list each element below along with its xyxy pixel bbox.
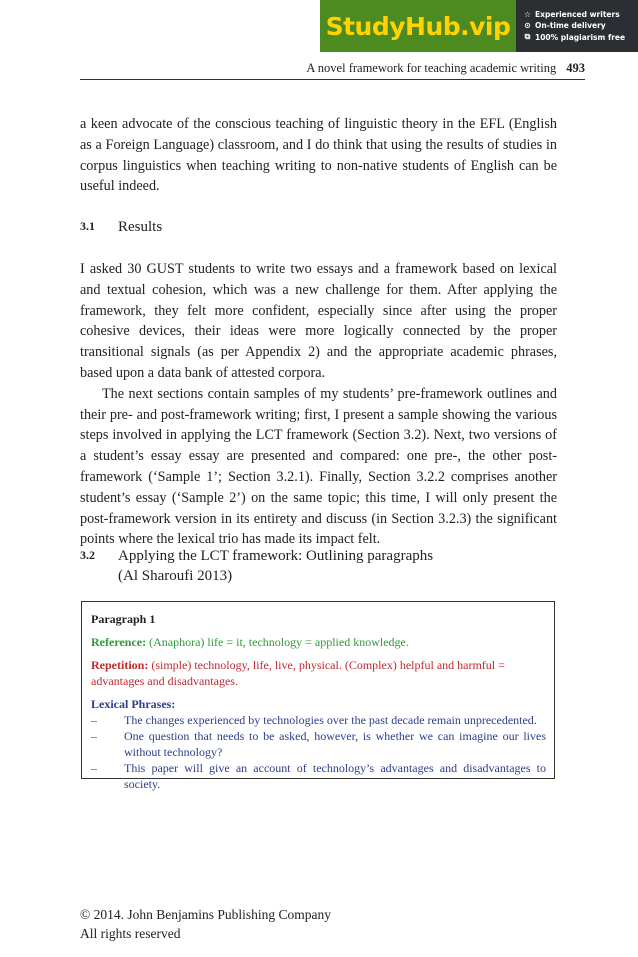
section-heading-applying-lct: [80, 546, 433, 586]
section-title-line-2: (Al Sharoufi 2013): [118, 568, 233, 584]
box-title: Paragraph 1: [91, 612, 156, 626]
lexical-phrase-item: [91, 760, 546, 792]
paragraph-outline-box: [81, 601, 555, 791]
repetition-label: Repetition:: [91, 658, 149, 672]
lexical-phrases: [91, 696, 546, 792]
section-title: Results: [118, 219, 163, 235]
brand-name: StudyHub.vip: [325, 11, 511, 41]
header-rule: [80, 79, 585, 80]
page-number: 493: [566, 60, 585, 75]
section-number: 3.2: [80, 548, 95, 562]
feature-label: On-time delivery: [535, 21, 606, 30]
section-title: [118, 546, 433, 586]
phrase-text: This paper will give an account of technology’s advantages and disadvantages to society.: [124, 761, 546, 791]
results-paragraph-2: The next sections contain samples of my students’ pre-framework outlines and their pre- and post-framework writing; first, I present a sample showing the various steps involved in applying the LCT framework (Section 3.2). Next, two versions of a student’s essay essay are presented and compared: one pre-, the other post-framework (‘Sample 1’; Section 3.2.1). Finally, Section 3.2.2 comprises another student’s essay (‘Sample 2’) on the same topic; this time, I will only present the post-framework version in its entirety and discuss (in Section 3.2.3) the significant points where the lexical trio has made its impact felt.: [80, 385, 557, 548]
dash: –: [91, 729, 97, 743]
copy-icon: ⧉: [524, 32, 531, 41]
feature-experienced-writers: [523, 10, 638, 19]
feature-label: Experienced writers: [535, 10, 620, 19]
lexical-phrases-label: Lexical Phrases:: [91, 697, 176, 711]
intro-block: [80, 114, 557, 197]
rights-line: All rights reserved: [80, 926, 181, 941]
intro-paragraph: a keen advocate of the conscious teaching of linguistic theory in the EFL (English as a Foreign Language) classroom, and I do think that using the results of studies in corpus linguistics when teaching writing to non-native students of English can be useful indeed.: [80, 116, 557, 195]
feature-plagiarism-free: [523, 32, 638, 42]
running-title: A novel framework for teaching academic writing: [306, 60, 557, 75]
section-title-line-1: Applying the LCT framework: Outlining paragraphs: [118, 548, 434, 564]
feature-label: 100% plagiarism free: [535, 32, 626, 42]
running-head: [80, 60, 585, 76]
copyright-footer: [80, 905, 331, 943]
phrase-text: The changes experienced by technologies over the past decade remain unprecedented.: [124, 713, 537, 727]
reference-row: [91, 634, 546, 650]
clock-icon: ⊙: [524, 21, 531, 30]
banner-features: [516, 0, 638, 52]
phrase-text: One question that needs to be asked, however, is whether we can imagine our lives without technology?: [124, 729, 546, 759]
studyhub-banner[interactable]: [320, 0, 638, 52]
results-block: [80, 259, 557, 550]
section-heading-results: [80, 217, 162, 237]
reference-label: Reference:: [91, 635, 147, 649]
repetition-text: (simple) technology, life, live, physical. (Complex) helpful and harmful = advantages and disadvantages.: [91, 658, 505, 688]
lexical-phrase-item: [91, 712, 546, 728]
reference-text: (Anaphora) life = it, technology = applied knowledge.: [146, 635, 409, 649]
results-paragraph-1: I asked 30 GUST students to write two essays and a framework based on lexical and textual cohesion, which was a new challenge for them. After applying the framework, they felt more confident, especially since after using the proper cohesive devices, their ideas were more logically connected by the proper transitional signals (as per Appendix 2) and the appropriate academic phrases, based upon a data bank of attested corpora.: [80, 261, 557, 381]
studyhub-logo[interactable]: [320, 0, 516, 52]
dash: –: [91, 713, 97, 727]
section-number: 3.1: [80, 219, 95, 233]
repetition-row: [91, 657, 546, 689]
copyright-line: © 2014. John Benjamins Publishing Company: [80, 907, 332, 922]
star-icon: ☆: [523, 10, 532, 19]
dash: –: [91, 761, 97, 775]
lexical-phrase-item: [91, 728, 546, 760]
feature-on-time-delivery: [523, 21, 638, 30]
